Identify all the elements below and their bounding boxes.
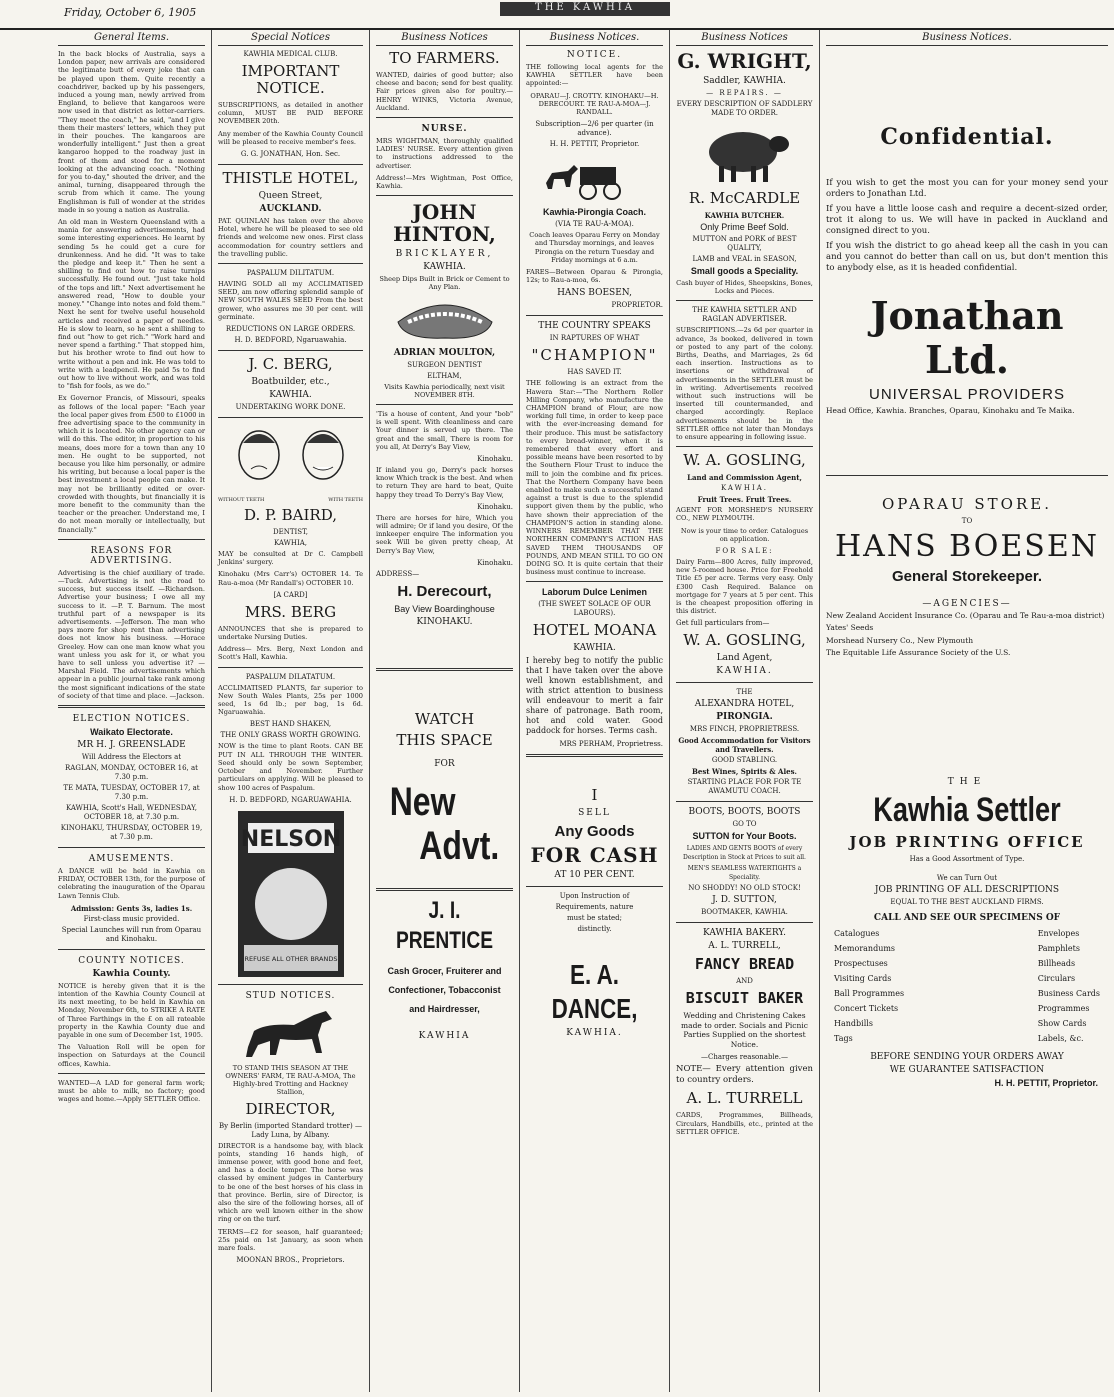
notice-heading: NOTICE. xyxy=(566,50,623,60)
fancy-bread: FANCY BREAD xyxy=(694,955,795,974)
baird-place: KAWHIA, xyxy=(273,539,308,548)
finch-label: MRS FINCH, PROPRIETRESS. xyxy=(689,725,800,734)
moulton-text: Visits Kawhia periodically, next visit NOVEMBER 8TH. xyxy=(384,382,505,399)
cards-text: CARDS, Programmes, Billheads, Circulars, Handbills, etc., printed at the SETTLER OFFICE. xyxy=(676,1111,813,1136)
moana-text: I hereby beg to notify the public that I have taken over the above well known establishment, and with strict attention to business will endeavour to merit a fair share of patronage. Bath room, hot and cold water. Good paddock for horses. Terms cash. xyxy=(526,656,663,736)
agency-item: Morshead Nursery Co., New Plymouth xyxy=(826,635,974,645)
article-queensland: An old man in Western Queensland with a mania for answering advertisements, had some interesting experiences. He learnt by sending 5s he could get a cure for drunkenness. And he did. "It was to take the pledge and keep it." Then he sent a shilling to find out how to raise turnips successfully. He found out. "Just take hold of the tops and lift." Next advertisement he answered read, "How to double your money." "Change into notes and fold them." Next he sent for twelve useful household articles and received a paper of needles. He is slow to learn, so he sent a shilling to find out "how to get rich." "Work hard and never spend a farthing." That stopped him, but his brother wrote to find out how to write without a pen and ink. He was told to write with a leadpencil. He paid 5s to find out how to live without work, and was told to "fish for fools, as we do." xyxy=(58,218,205,391)
agents-list: OPARAU—J. CROTTY. KINOHAKU—H. DERECOURT. TE RAU-A-MOA—J. RANDALL. xyxy=(530,91,659,117)
stabling-text: GOOD STABLING. xyxy=(711,756,778,765)
farmers-text: WANTED, dairies of good butter; also cheese and bacon; send for best quality. Fair prices given also for poultry.—HENRY WINKS, Victoria Avenue, Auckland. xyxy=(376,71,513,112)
boesen-proprietor: PROPRIETOR. xyxy=(611,301,663,310)
accommodation-text: Good Accommodation for Visitors and Travellers. xyxy=(678,736,811,755)
land-agent: Land Agent, xyxy=(716,653,773,664)
agents-text: THE following local agents for the KAWHIA SETTLER have been appointed:— xyxy=(526,63,663,88)
specimen-item: Concert Tickets xyxy=(834,1004,899,1014)
admission-text: Admission: Gents 3s, ladies 1s. xyxy=(70,903,193,913)
hinton-text: Sheep Dips Built in Brick or Cement to Any Plan. xyxy=(379,275,510,292)
starting-place-text: STARTING PLACE FOR FOR TE AWAMUTU COACH. xyxy=(687,778,802,796)
wines-text: Best Wines, Spirits & Ales. xyxy=(692,767,797,777)
prentice-place: KAWHIA xyxy=(418,1030,471,1041)
and-label: AND xyxy=(736,977,753,986)
nurse-text: MRS WIGHTMAN, thoroughly qualified LADIES' NURSE. Every attention given to instructions addressed to the advertiser. xyxy=(376,137,513,170)
coach-icon xyxy=(540,153,650,203)
nurse-heading: NURSE. xyxy=(421,124,468,135)
champion-title: "CHAMPION" xyxy=(531,346,658,365)
specimen-item: Catalogues xyxy=(834,929,880,939)
catalogue-text: Now is your time to order. Catalogues on application. xyxy=(680,526,809,543)
dance-name: E. A. DANCE, xyxy=(551,959,638,1025)
stud-description: DIRECTOR is a handsome bay, with black points, standing 16 hands high, of immense power, with good bone and feet, and has a docile temper. The horse was classed by eminent judges in Canterbury to be one of the best horses of his class in that province. Berlin, sire of Director, is also the sire of the following horses, all of which are well known either in the show ring or on the turf. xyxy=(218,1141,363,1224)
gosling-name: W. A. GOSLING, xyxy=(683,631,806,650)
column-general-items xyxy=(52,30,212,1392)
bayview-poem: There are horses for hire, Which you will admire; Or if land you desire, Of the innkeeper enquire The information you seek Will be given pretty cheap, At Derry's Bay View, xyxy=(376,513,513,555)
nelson-brand: NELSON xyxy=(240,826,341,852)
proprietor: H. H. PETTIT, Proprietor. xyxy=(994,1078,1098,1089)
general-storekeeper: General Storekeeper. xyxy=(891,568,1043,586)
for-label: FOR xyxy=(434,758,455,769)
coach-title: Kawhia-Pirongia Coach. xyxy=(542,207,647,218)
article-kangaroo: In the back blocks of Australia, says a London paper, new arrivals are considered the legitimate butt of every joke that can be played upon them. Quite recently a coachdriver, backed up by his passengers, induced a young man, newly arrived from England, to believe that kangaroos were now used in that district as letter-carriers. "They meet the coach," he said, "and I give them their masters' letters, which they put in their pouches. The kangaroos are wonderfully intelligent." Just then a great kangaroo hopped to the roadway just in front of them and stood for a moment looking at the advancing coach. "Nothing for you to-day," shouted the driver, and the animal, turning, disappeared through the scrub from which it came. The young Englishman is full of wonder at the strides made in so young a nation as Australia. xyxy=(58,50,205,214)
charges-text: —Charges reasonable.— xyxy=(700,1053,789,1062)
baird-text: MAY be consulted at Dr C. Campbell Jenkins' surgery. xyxy=(218,550,363,567)
saved-label: HAS SAVED IT. xyxy=(567,368,622,377)
paspalum2-sub: BEST HAND SHAKEN, xyxy=(249,720,332,729)
head-office-text: Head Office, Kawhia. Branches, Oparau, Kinohaku and Te Maika. xyxy=(826,406,1075,415)
music-text: First-class music provided. xyxy=(83,914,180,923)
county-title: Kawhia County. xyxy=(92,968,171,979)
confidential-title: Confidential. xyxy=(880,124,1054,150)
agency-item: Yates' Seeds xyxy=(826,623,874,633)
election-sub: Will Address the Electors at xyxy=(81,753,182,762)
confidential-p3: If you wish the district to go ahead keep all the cash in you can and you cannot do better than call on us, but don't mention this to anybody else, as it is headed confidential. xyxy=(826,241,1108,273)
without-teeth-label: WITHOUT TEETH xyxy=(218,497,265,504)
wedding-text: Wedding and Christening Cakes made to order. Socials and Picnic Parties Supplied on the shortest Notice. xyxy=(681,1011,808,1049)
paspalum2-heading: PASPALUM DILATATUM. xyxy=(245,672,336,681)
moana-signature: MRS PERHAM, Proprietress. xyxy=(559,740,663,749)
watch-label: WATCH xyxy=(414,709,475,728)
address-label: ADDRESS— xyxy=(376,569,420,578)
notice-text: SUBSCRIPTIONS, as detailed in another column, MUST BE PAID BEFORE NOVEMBER 20th. xyxy=(218,101,363,126)
medical-club: KAWHIA MEDICAL CLUB. xyxy=(243,50,338,58)
specimen-item: Labels, &c. xyxy=(1037,1034,1084,1044)
lamb-label: LAMB and VEAL in SEASON, xyxy=(692,255,797,263)
turrell-name: A. L. TURRELL, xyxy=(708,941,781,952)
guarantee: WE GUARANTEE SATISFACTION xyxy=(889,1065,1045,1076)
amusements-heading: AMUSEMENTS. xyxy=(88,854,175,865)
pettit-signature: H. H. PETTIT, Proprietor. xyxy=(549,140,640,149)
hinton-place: KAWHIA. xyxy=(423,262,466,273)
nelson-tea-label-icon xyxy=(236,809,346,979)
repairs-text: EVERY DESCRIPTION OF SADDLERY MADE TO ORDER. xyxy=(676,100,813,117)
confidential-p2: If you have a little loose cash and require a decent-sized order, trot it along to us. We will have in packed in Auckland and consigned direct to you. xyxy=(826,204,1108,236)
masthead-banner: THE KAWHIA xyxy=(500,2,670,16)
subscription-text: Subscription—2/6 per quarter (in advance). xyxy=(535,120,654,138)
derecourt-name: H. Derecourt, xyxy=(397,582,492,600)
mutton-label: MUTTON and PORK of BEST QUALITY, xyxy=(692,235,797,252)
issue-date: Friday, October 6, 1905 xyxy=(64,6,197,19)
boots-title: BOOTS, BOOTS, BOOTS xyxy=(688,807,801,818)
agencies-label: —AGENCIES— xyxy=(922,599,1012,610)
fruit-trees: Fruit Trees. Fruit Trees. xyxy=(697,495,792,505)
goods-label: Any Goods xyxy=(554,823,635,841)
election-meeting: RAGLAN, MONDAY, OCTOBER 16, at 7.30 p.m. xyxy=(65,764,198,782)
poem-place: Kinohaku. xyxy=(477,502,513,511)
gosling-place: KAWHIA. xyxy=(720,484,769,493)
stud-terms: TERMS—£2 for season, half guaranteed; 25s paid on 1st January, as soon when mare foals. xyxy=(218,1227,363,1252)
equal-label: EQUAL TO THE BEST AUCKLAND FIRMS. xyxy=(890,898,1044,907)
mens-text: MEN'S SEAMLESS WATERTIGHTS a Speciality. xyxy=(687,865,802,882)
kinohaku-place: KINOHAKU. xyxy=(416,616,473,627)
moana-place: KAWHIA. xyxy=(573,643,616,654)
job-all-descriptions: JOB PRINTING OF ALL DESCRIPTIONS xyxy=(874,885,1060,896)
berg-trade: Boatbuilder, etc., xyxy=(251,377,330,388)
advt-label: Advt. xyxy=(419,823,500,868)
section-header: Business Notices xyxy=(676,32,813,46)
prentice-trade: Confectioner, Tobacconist xyxy=(388,984,501,995)
settler-text: SUBSCRIPTIONS.—2s 6d per quarter in advance, 3s booked, delivered in town or posted to any part of the colony. Births, Deaths, and Marriages, 2s 6d each insertion. Instructions as to insertions or withdrawal of advertisements in the SETTLER must be in writing. Advertisements received without such instructions will be inserted till countermanded, and charged accordingly. Replace advertisements should be in the SETTLER office not later than Mondays to ensure appearing in following issue. xyxy=(676,326,813,442)
card-label: [A CARD] xyxy=(273,590,308,599)
paspalum-heading: PASPALUM DILITATUM. xyxy=(246,269,335,278)
election-meeting: TE MATA, TUESDAY, OCTOBER 17, at 7.30 p.m. xyxy=(63,784,200,802)
bayview-poem: If inland you go, Derry's pack horses know Which track is the best. And when to return They are hard to beat, Quite happy they tread To Derry's Bay View, xyxy=(376,466,513,499)
dance-notice: A DANCE will be held in Kawhia on FRIDAY, OCTOBER 13th, for the purpose of celebrating the inauguration of the Oparau Lawn Tennis Club. xyxy=(58,867,205,900)
wright-name: G. WRIGHT, xyxy=(677,49,812,73)
call-and-see: CALL AND SEE OUR SPECIMENS OF xyxy=(873,913,1061,924)
hides-text: Cash buyer of Hides, Sheepskins, Bones, Locks and Pieces. xyxy=(676,279,813,296)
election-heading: ELECTION NOTICES. xyxy=(72,714,191,725)
confidential-p1: If you wish to get the most you can for your money send your orders to Jonathan Ltd. xyxy=(826,178,1108,199)
mrs-berg-text: ANNOUNCES that she is prepared to undertake Nursing Duties. xyxy=(218,624,363,642)
article-missouri: Ex Governor Francis, of Missouri, speaks as follows of the local paper: "Each year the local paper gives from £500 to £1000 in free advertising space to the community in which it is located. No other agency can or will do this. The editor, in proportion to his means, does more for a town than any 10 men. He ought to be supported, not because you like him personally, or admire his writing, but because a local paper is the best investment a local people can make. It may not be brilliantly edited or over-crowded with thoughts, but financially it is more benefit to the community than the teacher or the preacher. Understand me, I do not mean morally or intellectually, but financially." xyxy=(58,394,205,534)
coach-text: Coach leaves Oparau Ferry on Monday and Thursday mornings, and leaves Pirongia on the return Tuesday and Friday mornings at 6 a.m. xyxy=(529,231,660,264)
small-goods-label: Small goods a Speciality. xyxy=(690,266,799,276)
specimen-item: Billheads xyxy=(1037,959,1076,969)
valuation-roll: The Valuation Roll will be open for inspection on Saturdays at the Council offices, Kawhia. xyxy=(58,1043,205,1068)
no-shoddy-text: NO SHODDY! NO OLD STOCK! xyxy=(688,884,801,893)
wright-trade: Saddler, KAWHIA. xyxy=(703,76,786,86)
instruction-text: distinctly. xyxy=(577,925,612,934)
prentice-trade: and Hairdresser, xyxy=(409,1003,480,1014)
hotel-street: Queen Street, xyxy=(258,191,323,202)
country-speaks: THE COUNTRY SPEAKS xyxy=(538,321,651,332)
to-farmers: TO FARMERS. xyxy=(389,49,500,67)
particulars-text: Get full particulars from— xyxy=(676,619,770,628)
gosling-place: KAWHIA. xyxy=(716,666,773,677)
election-title: Waikato Electorate. xyxy=(90,727,173,738)
hinton-name: JOHN HINTON, xyxy=(393,200,496,247)
stud-signature: MOONAN BROS., Proprietors. xyxy=(236,1256,345,1265)
paspalum-reductions: REDUCTIONS ON LARGE ORDERS. xyxy=(225,325,356,334)
specimen-item: Ball Programmes xyxy=(834,989,905,999)
job-printing-office: JOB PRINTING OFFICE xyxy=(849,833,1085,852)
specimen-item: Pamphlets xyxy=(1037,944,1080,954)
before-sending: BEFORE SENDING YOUR ORDERS AWAY xyxy=(870,1052,1064,1063)
berg-place: KAWHIA. xyxy=(269,390,312,401)
new-label: New xyxy=(389,779,456,824)
important-notice: IMPORTANT NOTICE. xyxy=(241,62,340,97)
mccardle-name: R. McCARDLE xyxy=(688,189,801,207)
champion-text: THE following is an extract from the Hawera Star:—"The Northern Roller Milling Company, who manufacture the CHAMPION brand of Flour, are now working full time, in order to keep pace with the ever-increasing demand for their produce. This must be satisfactory to every bread-winner, when it is remembered that every effort and possible means have been resorted to by the Southern Flour Trust to induce the mill to join the combine and fix prices. That the Northern Company have been enabled to make such a successful stand against a trust is due to the splendid support given them by the public, who have shown their appreciation of the CHAMPION'S action in standing alone. WINNERS REMEMBER THAT THE NORTHERN COMPANY'S ACTION HAS SAVED THEM THOUSANDS OF POUNDS, AND MEAN STILL TO GO ON DOING SO. It is quite certain that their business must continue to increase. xyxy=(526,379,663,577)
paspalum-text: HAVING SOLD all my ACCLIMATISED SEED, am now offering splendid sample of NEW SOUTH WALES SEED From the best grower, who assures me 30 per cent. will germinate. xyxy=(218,280,363,321)
column-special-notices xyxy=(212,30,370,1392)
specimen-item: Memorandums xyxy=(834,944,896,954)
notice-signature: G. G. JONATHAN, Hon. Sec. xyxy=(240,150,341,159)
butcher-label: KAWHIA BUTCHER. xyxy=(704,211,785,220)
hinton-trade: BRICKLAYER, xyxy=(395,249,494,260)
agency-item: The Equitable Life Assurance Society of the U.S. xyxy=(826,647,1011,657)
paspalum2-text2: NOW is the time to plant Roots. CAN BE PUT IN ALL THROUGH THE WINTER. Seed should only be sown September, October and November. Further particulars on applying. Will be pleased to show 100 acres of Paspalum. xyxy=(218,742,363,792)
ladies-text: LADIES AND GENTS BOOTS of every Description in Stock at Prices to suit all. xyxy=(683,845,806,862)
baird-dates: Kinohaku (Mrs Carr's) OCTOBER 14. Te Rau-a-moa (Mr Randall's) OCTOBER 10. xyxy=(218,570,363,587)
beef-label: Only Prime Beef Sold. xyxy=(700,222,789,232)
bayview-house: Bay View Boardinghouse xyxy=(394,603,495,614)
agency-item: New Zealand Accident Insurance Co. (Oparau and Te Rau-a-moa district) xyxy=(826,611,1105,621)
mrs-berg: MRS. BERG xyxy=(244,602,337,621)
hotel-city: AUCKLAND. xyxy=(259,204,322,215)
note-text: NOTE— Every attention given to country orders. xyxy=(676,1064,813,1086)
specimen-item: Business Cards xyxy=(1037,989,1100,999)
raptures: IN RAPTURES OF WHAT xyxy=(549,334,640,343)
gosling-name: W. A. GOSLING, xyxy=(683,451,806,470)
berg-undertaking: UNDERTAKING WORK DONE. xyxy=(235,403,346,412)
moulton-place: ELTHAM, xyxy=(427,371,462,380)
turn-out-label: We can Turn Out xyxy=(936,874,998,883)
instruction-text: must be stated; xyxy=(567,914,622,923)
job-sub: Has a Good Assortment of Type. xyxy=(909,855,1025,864)
paspalum2-signature: H. D. BEDFORD, NGARUAWAHIA. xyxy=(229,795,352,804)
wanted-ad: WANTED—A LAD for general farm work; must be able to milk, no factory; good wages and home.—Apply SETTLER Office. xyxy=(58,1078,205,1104)
cash-label: FOR CASH xyxy=(530,843,659,868)
specimen-item: Handbills xyxy=(834,1019,873,1029)
the-label: THE xyxy=(947,777,987,788)
alexandra-hotel: ALEXANDRA HOTEL, xyxy=(694,699,795,710)
repairs-label: — REPAIRS. — xyxy=(706,89,783,97)
candidate-name: MR H. J. GREENSLADE xyxy=(77,740,186,751)
hotel-moana: HOTEL MOANA xyxy=(532,621,657,640)
sutton-name: J. D. SUTTON, xyxy=(712,895,777,906)
county-notice: NOTICE is hereby given that it is the intention of the Kawhia County Council at its next meeting, to be held in Kawhia on Monday, November 6th, to STRIKE A RATE of Three Farthings in the £ on all rateable property in the Kawhia County due and payable in one sum of December 1st, 1905. xyxy=(58,981,205,1040)
boesen-name: HANS BOESEN, xyxy=(557,288,632,299)
section-header: Special Notices xyxy=(218,32,363,46)
baird-trade: DENTIST, xyxy=(273,528,308,537)
poem-place: Kinohaku. xyxy=(477,455,513,464)
baird-name: D. P. BAIRD, xyxy=(244,506,337,525)
hotel-text: PAT. QUINLAN has taken over the above Hotel, where he will be pleased to see old friends and welcome new ones. First class accommodation for country settlers and the travelling public. xyxy=(218,217,363,258)
nurse-address: Address!—Mrs Wightman, Post Office, Kawhia. xyxy=(376,173,513,191)
stud-sire: By Berlin (imported Standard trotter) —Lady Luna, by Albany. xyxy=(219,1121,362,1139)
nelson-refuse: REFUSE ALL OTHER BRANDS xyxy=(244,954,337,963)
paspalum2-grass: THE ONLY GRASS WORTH GROWING. xyxy=(220,731,361,740)
mrs-berg-address: Address— Mrs. Berg, Next London and Scott's Hall, Kawhia. xyxy=(218,645,363,662)
dairy-farm-text: Dairy Farm—800 Acres, fully improved, new 5-roomed house. Price for Freehold Title £5 per acre. Terms very easy. Only £300 Cash Required. Balance on mortgage for 7 years at 5 per cent. This is the cheapest proposition offering in this district. xyxy=(676,558,813,616)
specimens-left xyxy=(834,926,904,1046)
universal-providers: UNIVERSAL PROVIDERS xyxy=(869,386,1065,403)
percent-label: AT 10 PER CENT. xyxy=(554,870,635,881)
moulton-trade: SURGEON DENTIST xyxy=(407,360,482,369)
oparau-store: OPARAU STORE. xyxy=(882,495,1052,514)
for-sale-label: FOR SALE: xyxy=(715,547,774,556)
to-label: TO xyxy=(961,517,973,526)
specimens-list xyxy=(826,926,1108,1046)
instruction-text: Requirements, nature xyxy=(555,903,634,912)
go-to-label: GO TO xyxy=(732,820,757,829)
stud-heading: STUD NOTICES. xyxy=(245,990,336,1001)
moulton-name: ADRIAN MOULTON, xyxy=(393,347,496,358)
bakery-title: KAWHIA BAKERY. xyxy=(702,928,787,939)
coach-fares: FARES—Between Oparau & Pirongia, 12s; to Rau-a-moa, 6s. xyxy=(526,268,663,285)
sheep-icon xyxy=(695,122,795,186)
prentice-name: J. I. PRENTICE xyxy=(395,896,494,954)
column-business-6 xyxy=(820,30,1114,1392)
masthead xyxy=(0,0,1114,30)
pirongia-label: PIRONGIA. xyxy=(716,712,773,723)
specimens-right xyxy=(1038,926,1100,1046)
sutton-for-boots: SUTTON for Your Boots. xyxy=(692,831,797,842)
this-space-label: THIS SPACE xyxy=(396,730,493,749)
specimen-item: Programmes xyxy=(1037,1004,1090,1014)
specimen-item: Show Cards xyxy=(1037,1019,1087,1029)
specimen-item: Envelopes xyxy=(1037,929,1080,939)
specimen-item: Prospectuses xyxy=(834,959,888,969)
laborum-sub: (THE SWEET SOLACE OF OUR LABOURS). xyxy=(538,600,651,618)
column-business-3 xyxy=(370,30,520,1392)
county-heading: COUNTY NOTICES. xyxy=(78,955,185,966)
prentice-trade: Cash Grocer, Fruiterer and xyxy=(387,965,502,976)
horse-icon xyxy=(236,1005,346,1060)
column-business-4 xyxy=(520,30,670,1392)
poem-place: Kinohaku. xyxy=(477,558,513,567)
instruction-text: Upon Instruction of xyxy=(559,892,630,901)
bayview-poem: 'Tis a house of content, And your "bob" is well spent. With cleanliness and care Your dinner is served up there. The great and the small, There is room for you all, At Derry's Bay View, xyxy=(376,410,513,451)
stud-text: TO STAND THIS SEASON AT THE OWNERS' FARM, TE RAU-A-MOA, The Highly-bred Trotting and Hackney Stallion, xyxy=(225,1063,356,1097)
laborum-title: Laborum Dulce Lenimen xyxy=(541,587,648,598)
hans-boesen: HANS BOESEN xyxy=(835,529,1099,565)
with-teeth-label: WITH TEETH xyxy=(328,497,363,504)
specimen-item: Visiting Cards xyxy=(834,974,892,984)
dance-place: KAWHIA. xyxy=(566,1028,623,1039)
specimen-item: Circulars xyxy=(1037,974,1076,984)
settler-heading: THE KAWHIA SETTLER AND RAGLAN ADVERTISER. xyxy=(692,306,797,324)
section-header: Business Notices. xyxy=(826,32,1108,46)
launch-text: Special Launches will run from Oparau and Kinohaku. xyxy=(61,925,202,943)
turrell-name: A. L. TURRELL xyxy=(686,1089,803,1108)
stud-name: DIRECTOR, xyxy=(245,1099,336,1118)
gosling-trade: Land and Commission Agent, xyxy=(687,473,802,483)
column-business-5 xyxy=(670,30,820,1392)
reasons-text: Advertising is the chief auxiliary of trade. —Tuck. Advertising is not the road to success, but success itself. —Richardson. Advertise your business; I owe all my success to it. —P. T. Barnum. The most truthful part of a newspaper is its advertisements. —Jefferson. The man who pays more for shop rent than advertising does not know his business. —Horace Greeley. How can one man know what you want unless you ask for it, or what you have to sell unless you advertise it? —Marshal Field. The advertisements which appear in a public journal take rank among the most significant indications of the state of society of that time and place. —Jackson. xyxy=(58,568,205,700)
dentures-icon xyxy=(390,296,500,344)
jonathan-ltd: Jonathan Ltd. xyxy=(870,293,1064,382)
kawhia-settler: Kawhia Settler xyxy=(873,791,1061,830)
i-label: I xyxy=(591,786,598,805)
biscuit-baker: BISCUIT BAKER xyxy=(685,989,804,1008)
section-header: Business Notices xyxy=(376,32,513,46)
election-meeting: KINOHAKU, THURSDAY, OCTOBER 19, at 7.30 p.m. xyxy=(60,824,203,842)
paspalum-signature: H. D. BEDFORD, Ngaruawahia. xyxy=(234,336,347,345)
specimen-item: Tags xyxy=(834,1034,853,1044)
the-label: THE xyxy=(736,688,753,697)
coach-via: (VIA TE RAU-A-MOA). xyxy=(555,220,634,229)
reasons-heading: REASONS FOR ADVERTISING. xyxy=(90,545,173,566)
berg-name: J. C. BERG, xyxy=(248,355,333,374)
sell-label: SELL xyxy=(578,808,611,819)
section-header: General Items. xyxy=(58,32,205,46)
paspalum2-text: ACCLIMATISED PLANTS, far superior to New South Wales Plants, 25s per 1000 seed, 1s 6d lb.; per bag, 1s 6d. Ngaruawahia. xyxy=(218,683,363,717)
thistle-hotel: THISTLE HOTEL, xyxy=(222,169,359,188)
bootmaker-label: BOOTMAKER, KAWHIA. xyxy=(701,908,788,917)
notice-text: Any member of the Kawhia County Council will be pleased to receive member's fees. xyxy=(218,129,363,146)
section-header: Business Notices. xyxy=(526,32,663,46)
dentist-illustration-icon xyxy=(221,423,361,493)
agent-text: AGENT FOR MORSHED'S NURSERY CO., NEW PLYMOUTH. xyxy=(676,506,813,523)
election-meeting: KAWHIA, Scott's Hall, WEDNESDAY, OCTOBER 18, at 7.30 p.m. xyxy=(65,804,198,822)
